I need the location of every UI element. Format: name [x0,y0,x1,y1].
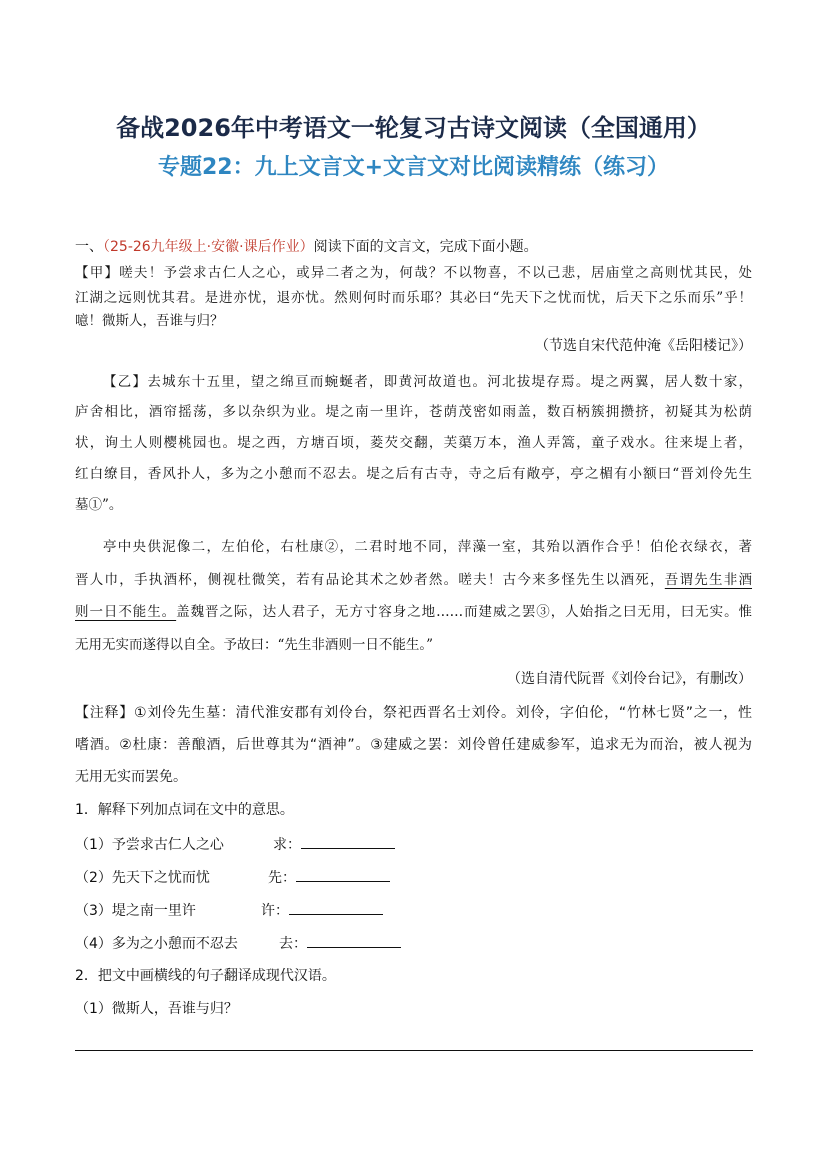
underlined-sentence: 吾谓先生非酒 [664,572,753,588]
item-text: （3）堤之南一里许 [75,903,196,919]
source-tag: （25-26九年级上·安徽·课后作业） [103,239,314,255]
passage-line: 红白缭目，香风扑人，多为之小憩而不忍去。堤之后有古寺，寺之后有敞亭，亭之楣有小额曰“晋刘伶先生 [75,466,752,482]
item-word: 许： [261,903,289,919]
question-item: （1）微斯人，吾谁与归？ [75,1001,238,1017]
document-subtitle: 专题22：九上文言文+文言文对比阅读精练（练习） [157,155,670,180]
passage-line [75,570,752,590]
document-title: 备战2026年中考语文一轮复习古诗文阅读（全国通用） [116,114,711,142]
question-item [75,900,752,921]
section-number: 一、 [75,239,103,255]
question-prompt: 1．解释下列加点词在文中的意思。 [75,802,294,818]
passage-line: 无用无实而遂得以自全。予故曰：“先生非酒则一日不能生。” [75,637,434,653]
question-prompt: 2．把文中画横线的句子翻译成现代汉语。 [75,968,336,984]
item-text: （4）多为之小憩而不忍去 [75,936,238,952]
text-segment: 盖魏晋之际，达人君子，无方寸容身之地……而建威之罢③，人始指之曰无用，曰无实。惟 [176,604,753,620]
note-line: 无用无实而罢免。 [75,769,187,785]
passage-line: 噫！微斯人，吾谁与归？ [75,313,224,329]
answer-blank[interactable] [289,900,383,915]
underlined-sentence: 则一日不能生。 [75,604,177,620]
item-word: 去： [279,936,307,952]
item-text: （1）予尝求古仁人之心 [75,837,224,853]
passage-line: 江湖之远则忧其君。是进亦忧，退亦忧。然则何时而乐耶？其必曰“先天下之忧而忧，后天下之乐而乐”乎！ [75,290,752,306]
question-item [75,867,752,888]
passage-line: 庐舍相比，酒帘摇荡，多以杂织为业。堤之南一里许，苍荫茂密如雨盖，数百柄簇拥攒挤，初疑其为松荫 [75,404,752,420]
item-word: 先： [268,870,296,886]
passage-line: 【甲】嗟夫！予尝求古仁人之心，或异二者之为，何哉？不以物喜，不以己悲，居庙堂之高则忧其民，处 [75,265,752,281]
passage-line [75,602,752,622]
text-segment: 晋人巾，手执酒杯，侧视杜微笑，若有品论其术之妙者然。嗟夫！古今来多怪先生以酒死， [75,572,665,588]
item-text: （2）先天下之忧而忧 [75,870,210,886]
answer-line[interactable] [75,1050,753,1051]
passage-line: 【乙】去城东十五里，望之绵亘而蜿蜒者，即黄河故道也。河北拔堤存焉。堤之两翼，居人数十家， [103,374,752,390]
note-line: 嗜酒。②杜康：善酿酒，后世尊其为“酒神”。③建威之罢：刘伶曾任建威参军，追求无为而治，被人视为 [75,737,752,753]
answer-blank[interactable] [296,867,390,882]
passage-line: 亭中央供泥像二，左伯伦，右杜康②，二君时地不同，萍藻一室，其殆以酒作合乎！伯伦衣绿衣，著 [103,539,752,555]
passage-line: 墓①”。 [75,497,123,513]
section-instruction: 阅读下面的文言文，完成下面小题。 [313,239,538,255]
item-word: 求： [273,837,301,853]
section-heading [75,237,752,257]
answer-blank[interactable] [307,933,401,948]
passage-source: （节选自宋代范仲淹《岳阳楼记》） [535,338,752,354]
passage-line: 状，询土人则樱桃园也。堤之西，方塘百顷，菱芡交翻，芙蕖万本，渔人弄篙，童子戏水。往来堤上者， [75,435,752,451]
passage-source: （选自清代阮晋《刘伶台记》，有删改） [507,671,752,687]
answer-blank[interactable] [301,834,395,849]
question-item [75,834,752,855]
note-line: 【注释】①刘伶先生墓：清代淮安郡有刘伶台，祭祀西晋名士刘伶。刘伶，字伯伦，“竹林七贤”之一，性 [75,705,752,721]
question-item [75,933,752,954]
